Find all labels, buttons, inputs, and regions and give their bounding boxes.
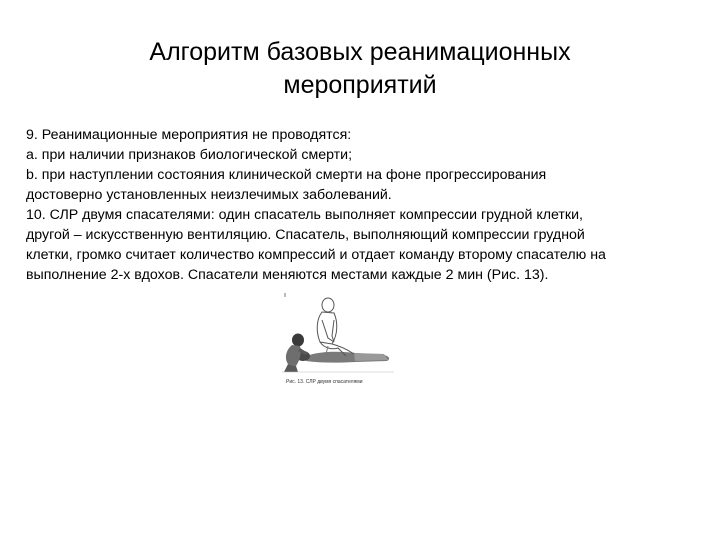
figure-caption: Рис. 13. СЛР двумя спасателями: [286, 379, 363, 385]
cpr-figure: [276, 290, 400, 398]
two-rescuers-cpr-illustration-icon: [276, 290, 400, 380]
body-line: выполнение 2-х вдохов. Спасатели меняются местами каждые 2 мин (Рис. 13).: [26, 267, 549, 283]
body-line: 10. СЛР двумя спасателями: один спасатель выполняет компрессии грудной клетки,: [26, 207, 583, 223]
body-line: достоверно установленных неизлечимых заболеваний.: [26, 187, 392, 203]
body-line: другой – искусственную вентиляцию. Спасатель, выполняющий компрессии грудной: [26, 227, 585, 243]
body-line: b. при наступлении состояния клинической смерти на фоне прогрессирования: [26, 167, 547, 183]
slide-title-line-1: Алгоритм базовых реанимационных: [149, 38, 571, 66]
slide-title-line-2: мероприятий: [283, 71, 437, 99]
slide-body-text: [26, 125, 698, 285]
body-line: 9. Реанимационные мероприятия не проводятся:: [26, 127, 352, 143]
body-line: a. при наличии признаков биологической смерти;: [26, 147, 353, 163]
body-line: клетки, громко считает количество компрессий и отдает команду второму спасателю на: [26, 247, 606, 263]
slide-title: [60, 36, 660, 102]
